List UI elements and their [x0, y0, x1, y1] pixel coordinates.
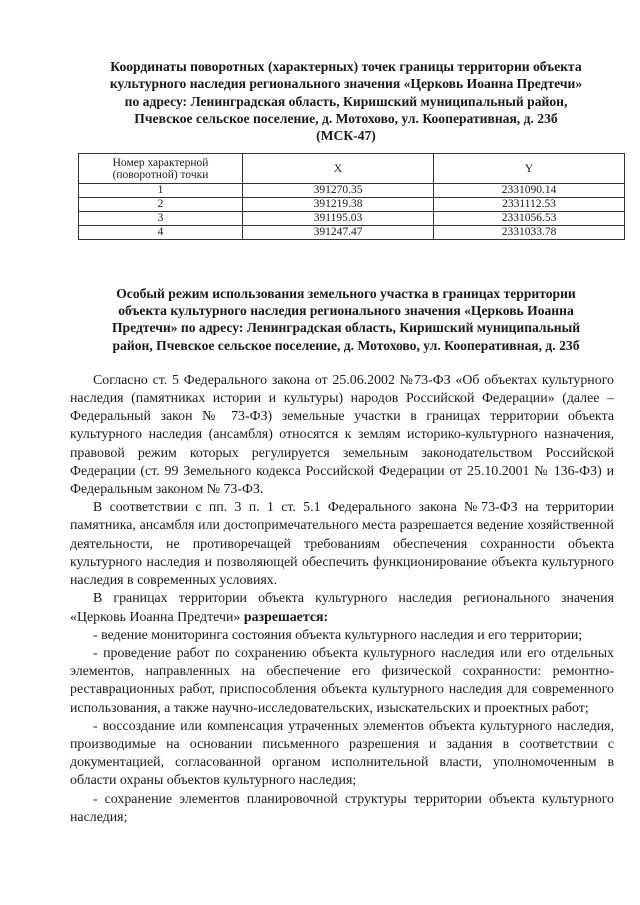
coordinates-heading [78, 58, 614, 144]
point-number: 2 [79, 198, 243, 212]
y-value: 2331112.53 [434, 198, 625, 212]
column-header-point: Номер характерной (поворотной) точки [79, 154, 243, 184]
heading-line: район, Пчевское сельское поселение, д. Мотохово, ул. Кооперативная, д. 23б [112, 337, 580, 353]
y-value: 2331033.78 [434, 225, 625, 239]
point-number: 4 [79, 225, 243, 239]
table-header-row [79, 154, 625, 184]
x-value: 391247.47 [243, 225, 434, 239]
list-item-monitoring: - ведение мониторинга состояния объекта культурного наследия и его территории; [93, 627, 583, 643]
paragraph-economic-activity: В соответствии с пп. 3 п. 1 ст. 5.1 Федерального закона №73-ФЗ на территории памятника, ансамбля или достопримечательного места разрешается ведение хозяйственной деятельности, не противоречащей требованиям обеспечения сохранности объекта культурного наследия и позволяющей обеспечить функционирование объекта культурного наследия в современных условиях. [70, 500, 614, 589]
column-header-x: X [243, 154, 434, 184]
list-item-reconstruction: - воссоздание или компенсация утраченных элементов объекта культурного наследия, производимые на основании письменного разрешения и задания в соответствии с документацией, согласованной органом исполнительной власти, уполномоченным в области охраны объектов культурного наследия; [70, 718, 614, 789]
point-number: 3 [79, 212, 243, 226]
permitted-intro-text: В границах территории объекта культурного наследия регионального значения «Церковь Иоанна Предтечи» [70, 591, 614, 625]
table-row [79, 225, 625, 239]
heading-line: Особый режим использования земельного участка в границах территории [116, 285, 576, 301]
body-text [70, 372, 614, 827]
y-value: 2331056.53 [434, 212, 625, 226]
table-row [79, 212, 625, 226]
x-value: 391195.03 [243, 212, 434, 226]
heading-line: по адресу: Ленинградская область, Киришский муниципальный район, [124, 93, 568, 109]
x-value: 391219.38 [243, 198, 434, 212]
table-row [79, 198, 625, 212]
heading-line: Предтечи» по адресу: Ленинградская область, Киришский муниципальный [111, 320, 581, 336]
heading-line: объекта культурного наследия регионального значения «Церковь Иоанна [118, 302, 574, 318]
permitted-label: разрешается: [243, 609, 329, 625]
coordinates-table [78, 153, 625, 239]
heading-line: культурного наследия регионального значения «Церковь Иоанна Предтечи» [109, 76, 583, 92]
x-value: 391270.35 [243, 184, 434, 198]
column-header-y: Y [434, 154, 625, 184]
land-use-regime-heading [78, 285, 614, 354]
list-item-preservation-works: - проведение работ по сохранению объекта культурного наследия или его отдельных элементов, направленных на обеспечение его физической сохранности: ремонтно-реставрационных работ, приспособления объекта культурного наследия для современного использования, а также научно-исследовательских, изыскательских и проектных работ; [70, 645, 614, 716]
list-item-planning-structure: - сохранение элементов планировочной структуры территории объекта культурного наследия; [70, 791, 614, 825]
heading-line: Пчевское сельское поселение, д. Мотохово, ул. Кооперативная, д. 23б [134, 110, 558, 126]
paragraph-permitted-intro [70, 590, 614, 626]
paragraph-legal-basis: Согласно ст. 5 Федерального закона от 25.06.2002 №73-ФЗ «Об объектах культурного наследия (памятниках истории и культуры) народов Российской Федерации» (далее – Федеральный закон № 73-ФЗ) земельные участки в границах территории объекта культурного наследия (ансамбля) относятся к землям историко-культурного назначения, правовой режим которых регулируется земельным законодательством Российской Федерации (ст. 99 Земельного кодекса Российской Федерации от 25.10.2001 № 136-ФЗ) и Федеральным законом № 73-ФЗ. [70, 372, 614, 498]
y-value: 2331090.14 [434, 184, 625, 198]
table-row [79, 184, 625, 198]
heading-line: (МСК-47) [316, 128, 376, 144]
heading-line: Координаты поворотных (характерных) точек границы территории объекта [110, 59, 582, 74]
point-number: 1 [79, 184, 243, 198]
